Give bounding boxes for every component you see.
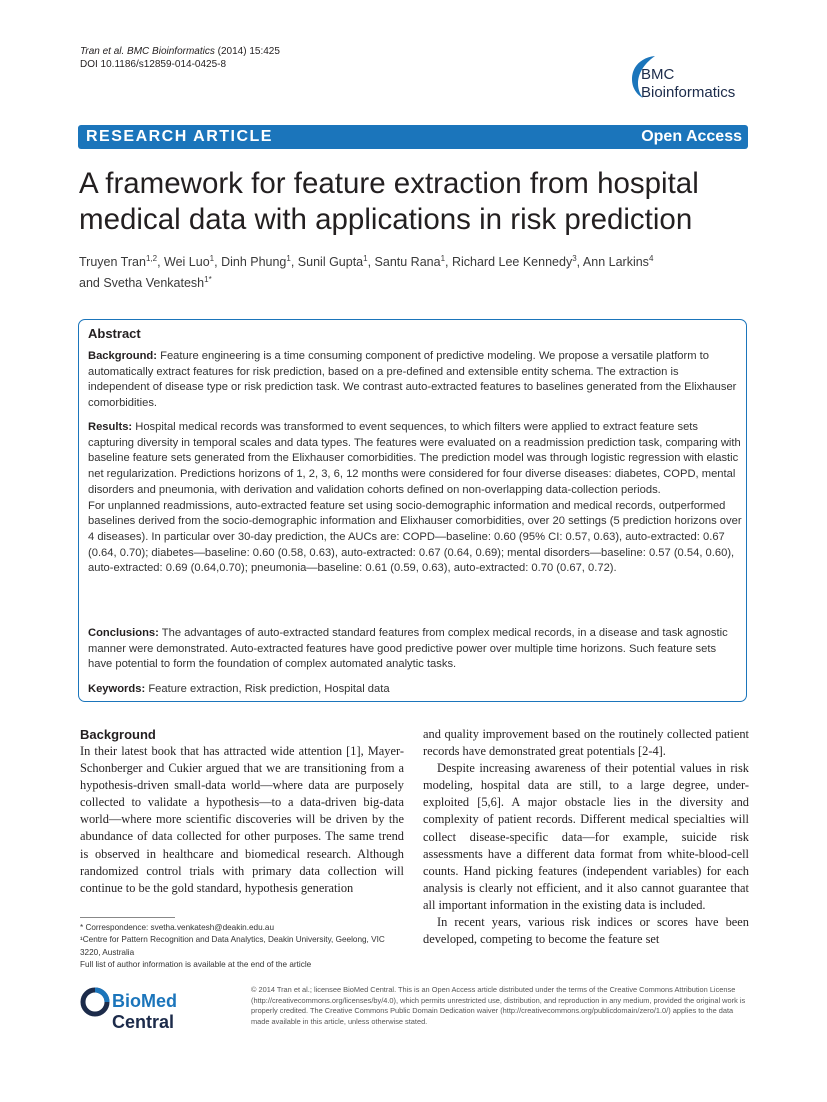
results-text-2: For unplanned readmissions, auto-extracted feature set using socio-demographic information and medical records, outperformed baselines derived from the socio-demographic information and Elixhauser comorbidities, over 20 settings (5 prediction horizons over 4 diseases). In particular over 30-day prediction, the AUCs are: COPD—baseline: 0.60 (95% CI: 0.57, 0.63), auto-extracted: 0.67 (0.64, 0.70); diabetes—baseline: 0.60 (0.58, 0.63), auto-extracted: 0.67 (0.64, 0.69); mental disorders—baseline: 0.57 (0.54, 0.60), auto-extracted: 0.69 (0.64,0.70); pneumonia—baseline: 0.61 (0.59, 0.63), auto-extracted: 0.70 (0.67, 0.72).: [88, 499, 742, 575]
abstract-results: [88, 420, 743, 577]
abstract-background: [88, 349, 743, 412]
keywords-text: Feature extraction, Risk prediction, Hospital data: [148, 683, 390, 695]
results-text: Hospital medical records was transformed to event sequences, to which filters were applied to extract feature sets capturing diversity in temporal scales and data types. The features were evaluated on a readmission prediction task, comparing with baseline feature sets generated from the Elixhauser comorbidities. The prediction model was through logistic regression with elastic net regularization. Predictions horizons of 1, 2, 3, 6, 12 months were considered for four diverse diseases: diabetes, COPD, mental disorders and pneumonia, with derivation and validation cohorts defined on non-overlapping data-collection periods.: [88, 421, 741, 496]
full-list-note: Full list of author information is available at the end of the article: [80, 960, 312, 970]
author-affiliation: 4: [648, 254, 654, 263]
author-name: Dinh Phung: [221, 255, 287, 270]
author-name: Wei Luo: [164, 255, 210, 270]
authors-and: and: [79, 276, 100, 291]
author-name: Svetha Venkatesh: [103, 276, 205, 291]
article-type: RESEARCH ARTICLE: [86, 128, 273, 145]
article-title: A framework for feature extraction from hospital medical data with applications in risk prediction: [79, 167, 699, 236]
keywords-label: Keywords:: [88, 683, 146, 695]
author-name: Truyen Tran: [79, 255, 146, 270]
conclusions-label: Conclusions:: [88, 627, 159, 639]
background-label: Background:: [88, 350, 157, 362]
publisher-name: [112, 991, 240, 1033]
body-column-left: [80, 726, 404, 897]
body-paragraph: and quality improvement based on the routinely collected patient records have demonstrated great potentials [2-4].: [423, 727, 749, 759]
author-affiliation: 1: [363, 254, 368, 263]
publisher-name-part2: Central: [112, 1012, 175, 1032]
doi: DOI 10.1186/s12859-014-0425-8: [80, 59, 227, 70]
journal-name: Tran et al. BMC Bioinformatics: [80, 46, 215, 57]
abstract-conclusions: [88, 626, 743, 673]
author-affiliation: 1*: [204, 275, 212, 285]
author-name: Richard Lee Kennedy: [451, 255, 573, 270]
license-statement: © 2014 Tran et al.; licensee BioMed Central. This is an Open Access article distributed under the terms of the Creative Commons Attribution License (http://creativecommons.org/licenses/by/4.0), which permits unrestricted use, distribution, and reproduction in any medium, provided the original work is properly credited. The Creative Commons Public Domain Dedication waiver (http://creativecommons.org/publicdomain/zero/1.0/) applies to the data made available in this article, unless otherwise stated.: [251, 985, 746, 1026]
author-affiliation: 1: [209, 254, 215, 263]
author-name: Santu Rana: [374, 255, 441, 270]
journal-reference: [80, 45, 280, 71]
logo-line1: BMC: [641, 66, 675, 83]
body-column-right: [423, 726, 749, 948]
publisher-name-part1: BioMed: [112, 991, 177, 1011]
open-access-label: Open Access: [641, 128, 742, 145]
bmc-bioinformatics-logo: [627, 52, 752, 107]
background-text: Feature engineering is a time consuming component of predictive modeling. We propose a versatile platform to automatically extract features for risk prediction, based on a pre-defined and extensible entity schema. The extraction is independent of disease type or risk prediction task. We contrast auto-extracted features to baselines generated from the Elixhauser comorbidities.: [88, 350, 737, 410]
footnote-rule: [80, 917, 175, 918]
abstract-box: [78, 319, 747, 702]
body-paragraph: In their latest book that has attracted wide attention [1], Mayer-Schonberger and Cukier argued that we are transitioning from a hypothesis-driven small-data world—where data are purposely collected to validate a hypothesis—to a data-driven big-data world—where more scientific discoveries will be driven by the abundance of data collected for other purposes. The same trend is observed in healthcare and biomedical research. Although randomized control trials with primary data collection will continue to be the gold standard, hypothesis generation: [80, 744, 404, 895]
author-affiliation: 1,2: [145, 254, 158, 263]
logo-line2: Bioinformatics: [641, 84, 736, 101]
author-affiliation: 1: [286, 254, 291, 263]
conclusions-text: The advantages of auto-extracted standard features from complex medical records, in a disease and task agnostic manner were demonstrated. Auto-extracted features have good predictive power over multiple time horizons. Such feature sets have potential to form the foundation of complex automated analytic tasks.: [88, 627, 728, 671]
abstract-keywords: [88, 682, 743, 698]
article-type-banner: [78, 125, 748, 149]
body-paragraph: In recent years, various risk indices or scores have been developed, competing to become the feature set: [423, 915, 749, 947]
section-heading-background: Background: [80, 727, 156, 742]
author-affiliation: 3: [572, 254, 577, 263]
author-name: Ann Larkins: [582, 255, 649, 270]
results-label: Results:: [88, 421, 133, 433]
biomed-central-logo: [80, 985, 240, 1032]
body-paragraph: Despite increasing awareness of their potential values in risk modeling, hospital data are still, to a large degree, under-exploited [5,6]. A major obstacle lies in the diversity and complexity of patient records. Different medical specialties will collect disease-specific data—for example, suicide risk assessments have a different data format from white-blood-cell counts. Hand picking features (independent variables) for each analysis is clearly not efficient, and it also cannot guarantee that all important information in the existing data is included.: [423, 761, 749, 912]
abstract-heading: Abstract: [88, 326, 141, 341]
affiliation-note: ¹Centre for Pattern Recognition and Data Analytics, Deakin University, Geelong, VIC 3220, Australia: [80, 935, 385, 957]
footnotes: [80, 918, 404, 972]
correspondence-note: * Correspondence: svetha.venkatesh@deakin.edu.au: [80, 923, 275, 932]
author-list: Truyen Tran$^{1,2}$, Wei Luo$^1$, Dinh Phung$^1$, Sunil Gupta$^1$, Santu Rana$^1$, Richard Lee Kennedy$^3$, Ann Larkins$^4$ and Svetha Venkatesh$^{1*}$: [79, 254, 654, 291]
biomed-central-circle-icon: [80, 985, 110, 1019]
journal-year-pages: (2014) 15:425: [214, 46, 280, 57]
author-name: Sunil Gupta: [297, 255, 364, 270]
author-affiliation: 1: [440, 254, 446, 263]
